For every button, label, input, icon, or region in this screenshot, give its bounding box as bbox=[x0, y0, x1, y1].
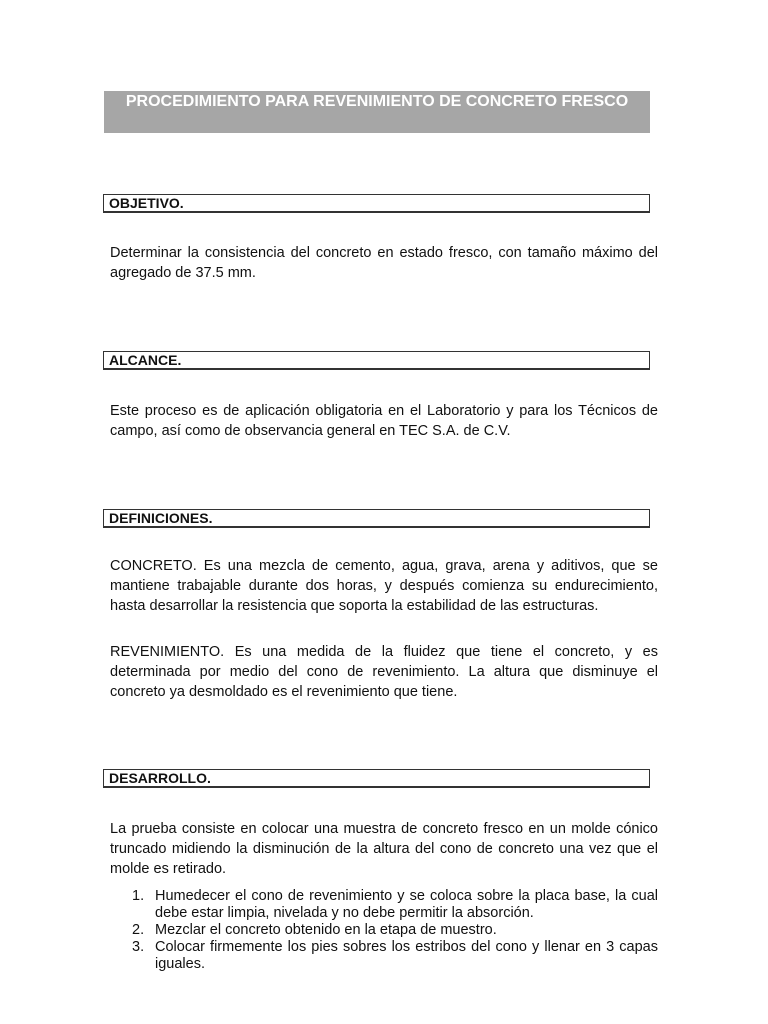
definicion-revenimiento: REVENIMIENTO. Es una medida de la fluidez que tiene el concreto, y es determinada por medio del cono de revenimiento. La altura que disminuye el concreto ya desmoldado es el revenimiento que tiene. bbox=[110, 644, 658, 700]
step-text: Mezclar el concreto obtenido en la etapa de muestro. bbox=[155, 922, 497, 938]
list-item bbox=[110, 939, 658, 973]
objetivo-text: Determinar la consistencia del concreto en estado fresco, con tamaño máximo del agregado de 37.5 mm. bbox=[110, 245, 658, 281]
list-item bbox=[110, 888, 658, 922]
step-number: 3. bbox=[132, 939, 145, 955]
section-heading-objetivo: OBJETIVO. bbox=[103, 194, 650, 213]
desarrollo-steps bbox=[110, 888, 658, 973]
document-title bbox=[104, 91, 650, 133]
document-title-text: PROCEDIMIENTO PARA REVENIMIENTO DE CONCRETO FRESCO bbox=[125, 93, 629, 110]
definicion-concreto: CONCRETO. Es una mezcla de cemento, agua, grava, arena y aditivos, que se mantiene trabajable durante dos horas, y después comienza su endurecimiento, hasta desarrollar la resistencia que soporta la estabilidad de las estructuras. bbox=[110, 558, 658, 614]
step-text: Humedecer el cono de revenimiento y se coloca sobre la placa base, la cual debe estar limpia, nivelada y no debe permitir la absorción. bbox=[155, 888, 658, 921]
desarrollo-intro: La prueba consiste en colocar una muestra de concreto fresco en un molde cónico truncado midiendo la disminución de la altura del cono de concreto una vez que el molde es retirado. bbox=[110, 821, 658, 877]
step-number: 1. bbox=[132, 888, 145, 904]
section-heading-definiciones: DEFINICIONES. bbox=[103, 509, 650, 528]
step-text: Colocar firmemente los pies sobres los estribos del cono y llenar en 3 capas iguales. bbox=[155, 939, 658, 972]
alcance-text: Este proceso es de aplicación obligatoria en el Laboratorio y para los Técnicos de campo, así como de observancia general en TEC S.A. de C.V. bbox=[110, 403, 658, 439]
section-heading-desarrollo: DESARROLLO. bbox=[103, 769, 650, 788]
list-item bbox=[110, 922, 658, 939]
section-heading-alcance: ALCANCE. bbox=[103, 351, 650, 370]
step-number: 2. bbox=[132, 922, 145, 938]
